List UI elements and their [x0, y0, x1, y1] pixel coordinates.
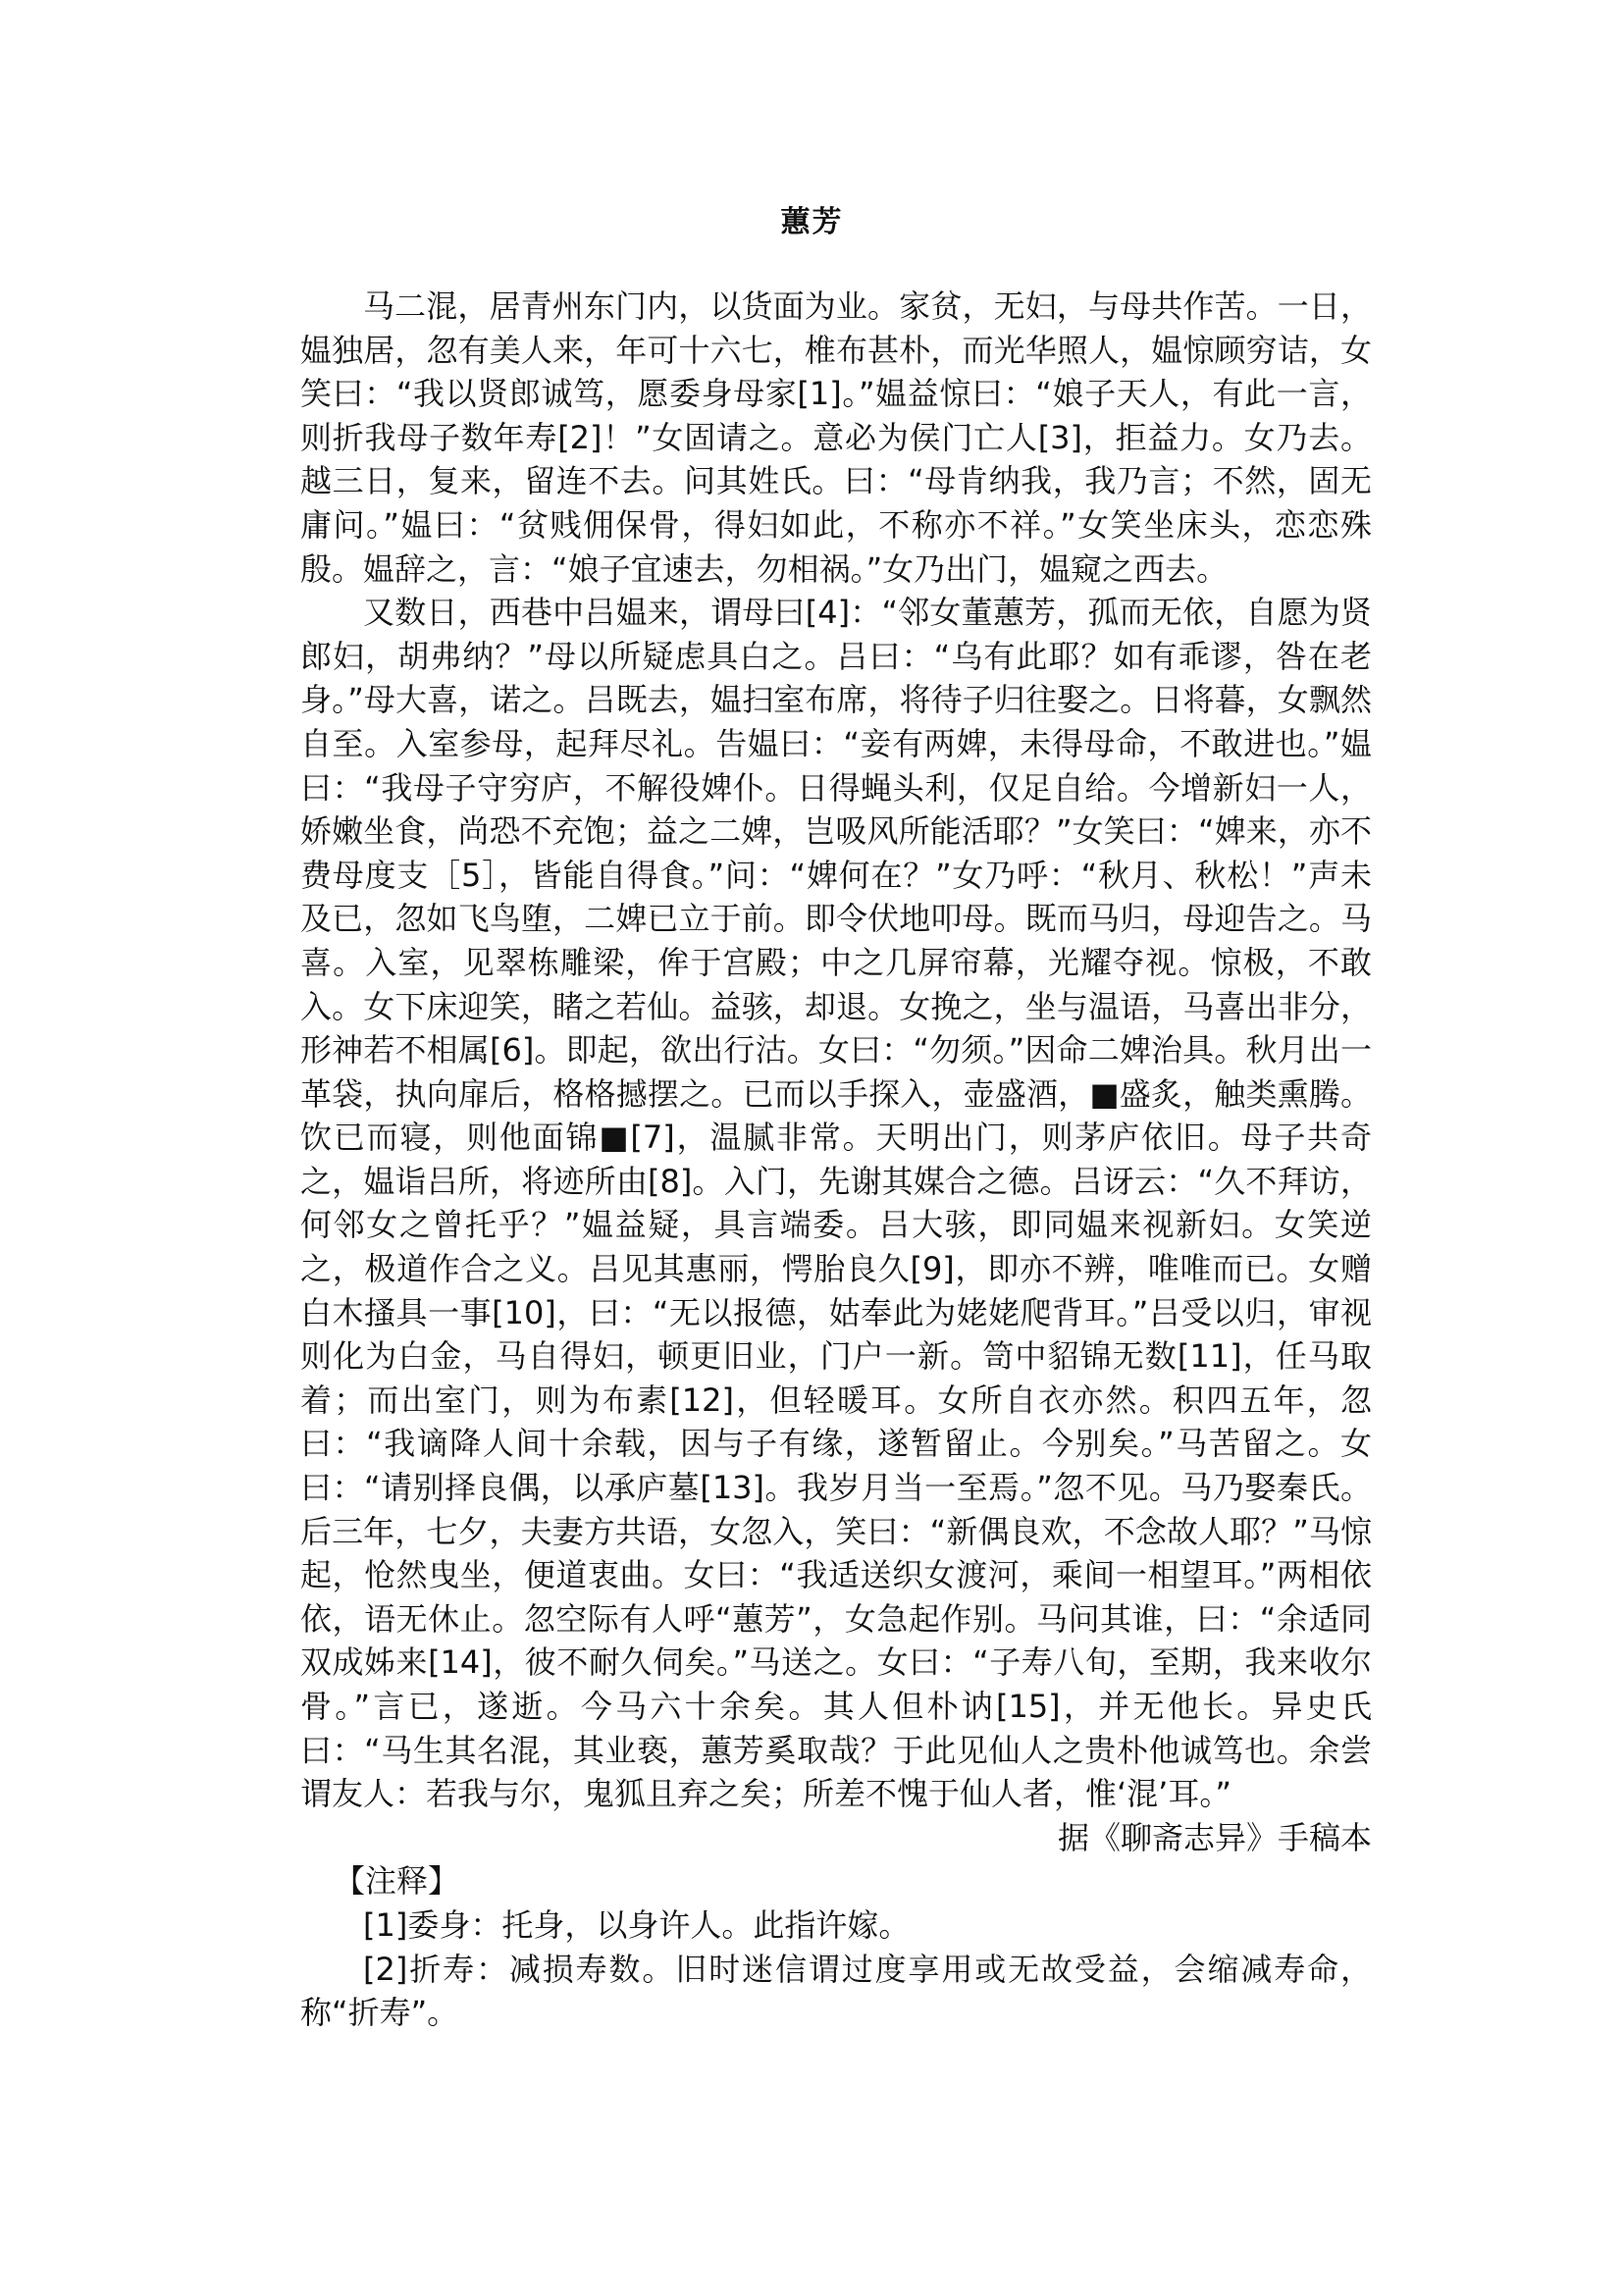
- notes-heading: 【注释】: [334, 1862, 460, 1901]
- story-body: [300, 285, 1372, 2035]
- page-title: 蕙芳: [780, 205, 844, 239]
- source-attribution: 据《聊斋志异》手稿本: [1057, 1818, 1372, 1856]
- paragraph-1: 马二混，居青州东门内，以货面为业。家贫，无妇，与母共作苦。一日，媪独居，忽有美人来，年可十六七，椎布甚朴，而光华照人，媪惊顾穷诘，女笑曰：“我以贤郎诚笃，愿委身母家[1]。”媪益惊曰：“娘子天人，有此一言，则折我母子数年寿[2]！”女固请之。意必为侯门亡人[3]，拒益力。女乃去。越三日，复来，留连不去。问其姓氏。曰：“母肯纳我，我乃言；不然，固无庸问。”媪曰：“贫贱佣保骨，得妇如此，不称亦不祥。”女笑坐床头，恋恋殊殷。媪辞之，言：“娘子宜速去，勿相祸。”女乃出门，媪窥之西去。: [300, 287, 1372, 588]
- note-1: [1]委身：托身，以身许人。此指许嫁。: [363, 1905, 911, 1944]
- note-2: [2]折寿：减损寿数。旧时迷信谓过度享用或无故受益，会缩减寿命，称“折寿”。: [300, 1950, 1372, 2032]
- paragraph-2: 又数日，西巷中吕媪来，谓母曰[4]：“邻女董蕙芳，孤而无依，自愿为贤郎妇，胡弗纳？”母以所疑虑具白之。吕曰：“乌有此耶？如有乖谬，咎在老身。”母大喜，诺之。吕既去，媪扫室布席，将待子归往娶之。日将暮，女飘然自至。入室参母，起拜尽礼。告媪曰：“妾有两婢，未得母命，不敢进也。”媪曰：“我母子守穷庐，不解役婢仆。日得蝇头利，仅足自给。今增新妇一人，娇嫩坐食，尚恐不充饱；益之二婢，岂吸风所能活耶？”女笑曰：“婢来，亦不费母度支［5］，皆能自得食。”问：“婢何在？”女乃呼：“秋月、秋松！”声未及已，忽如飞鸟堕，二婢已立于前。即令伏地叩母。既而马归，母迎告之。马喜。入室，见翠栋雕梁，侔于宫殿；中之几屏帘幕，光耀夺视。惊极，不敢入。女下床迎笑，睹之若仙。益骇，却退。女挽之，坐与温语，马喜出非分，形神若不相属[6]。即起，欲出行沽。女曰：“勿须。”因命二婢治具。秋月出一革袋，执向扉后，格格撼摆之。已而以手探入，壶盛酒，■盛炙，触类熏腾。饮已而寝，则他面锦■[7]，温腻非常。天明出门，则茅庐依旧。母子共奇之，媪诣吕所，将迹所由[8]。入门，先谢其媒合之德。吕讶云：“久不拜访，何邻女之曾托乎？”媪益疑，具言端委。吕大骇，即同媪来视新妇。女笑逆之，极道作合之义。吕见其惠丽，愕胎良久[9]，即亦不辨，唯唯而已。女赠白木搔具一事[10]，曰：“无以报德，姑奉此为姥姥爬背耳。”吕受以归，审视则化为白金，马自得妇，顿更旧业，门户一新。笥中貂锦无数[11]，任马取着；而出室门，则为布素[12]，但轻暖耳。女所自衣亦然。积四五年，忽曰：“我谪降人间十余载，因与子有缘，遂暂留止。今别矣。”马苦留之。女曰：“请别择良偶，以承庐墓[13]。我岁月当一至焉。”忽不见。马乃娶秦氏。后三年，七夕，夫妻方共语，女忽入，笑曰：“新偶良欢，不念故人耶？”马惊起，怆然曳坐，便道衷曲。女曰：“我适送织女渡河，乘间一相望耳。”两相依依，语无休止。忽空际有人呼“蕙芳”，女急起作别。马问其谁，曰：“余适同双成姊来[14]，彼不耐久伺矣。”马送之。女曰：“子寿八旬，至期，我来收尔骨。”言已，遂逝。今马六十余矣。其人但朴讷[15]，并无他长。异史氏曰：“马生其名混，其业亵，蕙芳奚取哉？于此见仙人之贵朴他诚笃也。余尝谓友人：若我与尔，鬼狐且弃之矣；所差不愧于仙人者，惟‘混’耳。”: [300, 594, 1372, 1813]
